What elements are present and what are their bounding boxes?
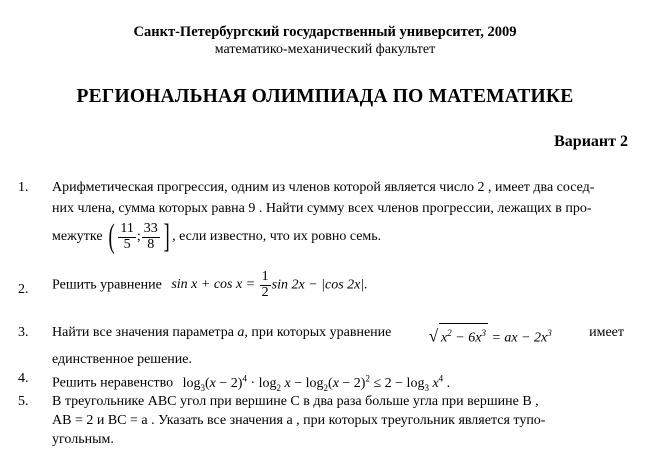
problem-line-text: них члена, сумма которых равна 9 . Найти сумму всех членов прогрессии, лежащих в про-	[52, 201, 592, 216]
problem-line-text: Найти все значения параметра a, при которых уравнение	[52, 325, 392, 340]
equation-right: sin 2x − |cos 2x|.	[271, 277, 368, 293]
radicand: $x^2 - 6x^3$	[439, 323, 488, 348]
university-header: Санкт-Петербургский государственный университет, 2009	[133, 24, 517, 40]
problem-line-text: AB = 2 и BC = a . Указать все значения a , при которых треугольник является тупо-	[52, 413, 546, 428]
problem-text	[52, 392, 624, 449]
problem-line	[52, 411, 624, 430]
problem-text	[52, 323, 624, 369]
variant-label: Вариант 2	[554, 133, 628, 150]
problem-line	[52, 323, 624, 348]
interval-close-bracket: ]	[163, 218, 170, 255]
problem-line: межутке ( $\frac{11}{5}$ ; $\frac{33}{8}$ ] , если известно, что их ровно семь.	[52, 218, 382, 255]
parameter: a	[237, 325, 245, 340]
equation-fraction: $\frac{1}{2}$	[261, 269, 269, 300]
problem-line-text: В треугольнике ABC угол при вершине C в два раза больше угла при вершине B ,	[52, 394, 539, 409]
problem-number: 4.	[18, 371, 29, 386]
problem-line	[52, 199, 624, 218]
problem-line-text: Арифметическая прогрессия, одним из членов которой является число 2 , имеет два сосед-	[52, 180, 595, 195]
problem-line: угольным.	[52, 432, 114, 447]
interval-left-fraction: $\frac{11}{5}$	[120, 220, 134, 252]
interval-open-bracket: (	[108, 218, 115, 255]
equation: √ $x^2 - 6x^3$ = ax − $2x^3$	[429, 323, 552, 348]
problem-line-text: , если известно, что их ровно семь.	[172, 229, 382, 245]
problem-prefix: Решить уравнение	[52, 277, 162, 293]
problem-text	[52, 178, 624, 254]
equation-left: sin x + cos x =	[171, 277, 256, 293]
problem-number: 5.	[18, 394, 29, 409]
inequality: $\log_3(x - 2)^4 \cdot \log_2 x - \log_2(x - 2)^2 \le 2 - \log_3 x^4$ .	[182, 373, 451, 393]
problem-line: единственное решение.	[52, 351, 192, 367]
faculty-header: математико-механический факультет	[214, 42, 436, 57]
problem-line	[52, 178, 624, 197]
problem-number: 3.	[18, 325, 29, 340]
problem-line	[52, 392, 624, 411]
page-title: РЕГИОНАЛЬНАЯ ОЛИМПИАДА ПО МАТЕМАТИКЕ	[76, 86, 574, 107]
interval-right-fraction: $\frac{33}{8}$	[143, 220, 158, 252]
radical-sign: √	[428, 326, 439, 346]
problem-prefix: Решить неравенство	[52, 375, 174, 391]
problem-line-text: межутке	[52, 229, 103, 245]
problem-text	[52, 270, 624, 300]
problem-line-text: имеет	[589, 325, 624, 340]
problem-number: 1.	[18, 180, 29, 195]
problem-number: 2.	[18, 282, 29, 297]
